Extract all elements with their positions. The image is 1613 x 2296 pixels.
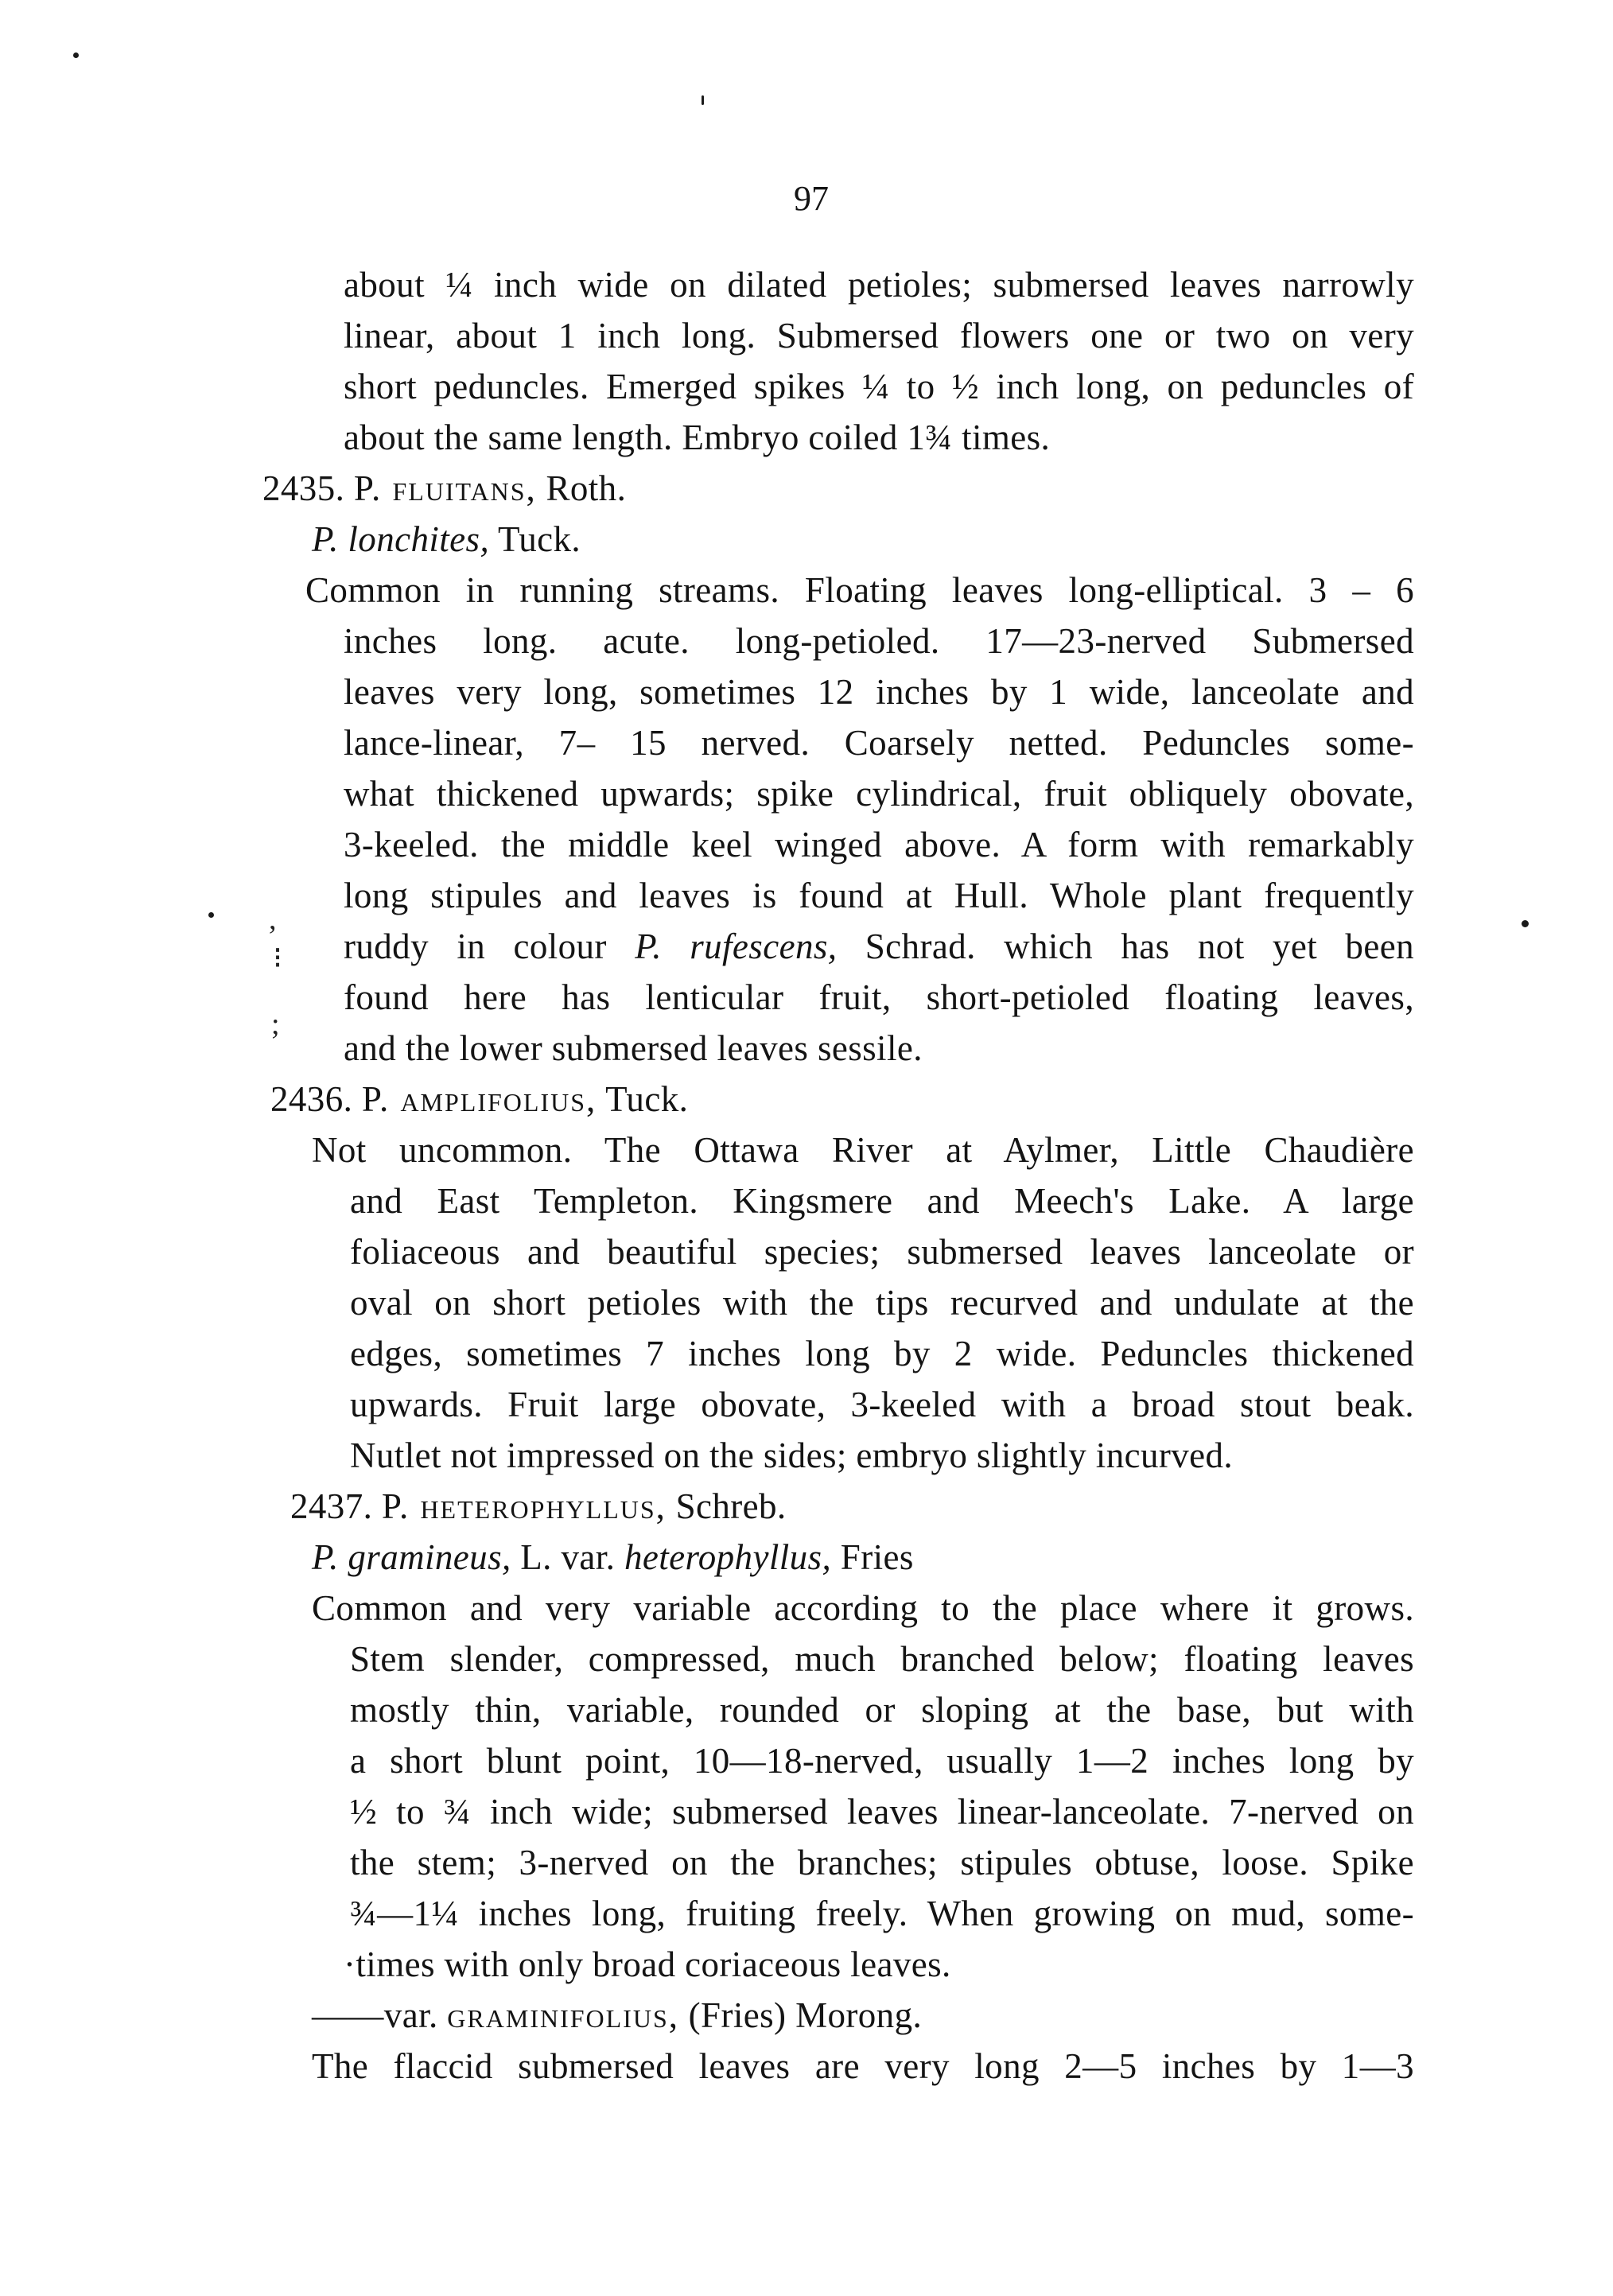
synonym-author: Tuck. — [497, 519, 581, 559]
synonym-author: Fries — [840, 1537, 914, 1577]
text-line: oval on short petioles with the tips recurved and undulate at the — [350, 1283, 1414, 1323]
margin-mark: ; — [271, 1008, 280, 1041]
species-number: 2436. — [270, 1079, 353, 1119]
text-line: Stem slender, compressed, much branched below; floating leaves — [350, 1639, 1414, 1679]
text-line: ¾—1¼ inches long, fruiting freely. When growing on mud, some- — [350, 1894, 1414, 1933]
species-number: 2435. — [262, 468, 345, 508]
text-line: Common and very variable according to the place where it grows. — [312, 1588, 1414, 1628]
margin-mark: ⁝ — [273, 942, 283, 975]
text-line: leaves very long, sometimes 12 inches by 1 wide, lanceolate and — [344, 672, 1414, 712]
species-name: P. heterophyllus, — [381, 1486, 667, 1526]
variety-name: graminifolius, — [447, 1995, 679, 2035]
species-name: P. amplifolius, — [361, 1079, 597, 1119]
species-heading — [290, 1484, 787, 1529]
text-line: long stipules and leaves is found at Hull. Whole plant frequently — [344, 876, 1414, 915]
species-author: Roth. — [546, 468, 627, 508]
text-line: about the same length. Embryo coiled 1¾ times. — [344, 418, 1051, 457]
text-line: inches long. acute. long-petioled. 17—23-nerved Submersed — [344, 621, 1414, 661]
species-number: 2437. — [290, 1486, 373, 1526]
synonym-line — [312, 517, 581, 561]
synonym-line: P. gramineus, L. var. heterophyllus, Fries — [312, 1537, 914, 1577]
text-line: linear, about 1 inch long. Submersed flowers one or two on very — [344, 316, 1414, 355]
variety-heading: ——var. graminifolius, (Fries) Morong. — [312, 1995, 923, 2035]
text-line: foliaceous and beautiful species; submersed leaves lanceolate or — [350, 1232, 1414, 1272]
synonym-name: heterophyllus, — [624, 1537, 832, 1577]
species-name: P. fluitans, — [353, 468, 537, 508]
scan-speck — [208, 912, 214, 918]
species-heading — [262, 466, 626, 511]
text-line: upwards. Fruit large obovate, 3-keeled with a broad stout beak. — [350, 1385, 1414, 1424]
text-line: found here has lenticular fruit, short-petioled floating leaves, — [344, 977, 1414, 1017]
text-line: edges, sometimes 7 inches long by 2 wide. Peduncles thickened — [350, 1334, 1414, 1373]
text-line: ruddy in colour P. rufescens, Schrad. which has not yet been — [344, 927, 1414, 966]
text-line: short peduncles. Emerged spikes ¼ to ½ inch long, on peduncles of — [344, 367, 1414, 406]
text-line: lance-linear, 7– 15 nerved. Coarsely netted. Peduncles some- — [344, 723, 1414, 763]
text-line: 3-keeled. the middle keel winged above. A form with remarkably — [344, 825, 1414, 864]
scan-speck — [73, 52, 79, 58]
text-line: and East Templeton. Kingsmere and Meech's Lake. A large — [350, 1181, 1414, 1221]
species-author: Tuck. — [605, 1079, 689, 1119]
page-number: 97 — [794, 179, 829, 218]
text-line: and the lower submersed leaves sessile. — [344, 1028, 923, 1068]
species-heading — [270, 1077, 688, 1121]
text-line: The flaccid submersed leaves are very long 2—5 inches by 1—3 — [312, 2046, 1414, 2086]
text-line: ½ to ¾ inch wide; submersed leaves linear-lanceolate. 7-nerved on — [350, 1792, 1414, 1832]
text-line: what thickened upwards; spike cylindrical, fruit obliquely obovate, — [344, 774, 1414, 814]
scan-speck — [702, 95, 704, 105]
margin-mark: , — [269, 903, 277, 936]
text-line: mostly thin, variable, rounded or sloping at the base, but with — [350, 1690, 1414, 1730]
text-line: the stem; 3-nerved on the branches; stipules obtuse, loose. Spike — [350, 1843, 1414, 1882]
variety-author: (Fries) Morong. — [688, 1995, 923, 2035]
text-line: Nutlet not impressed on the sides; embryo slightly incurved. — [350, 1435, 1234, 1475]
synonym-name: P. gramineus, — [312, 1537, 511, 1577]
text-line: about ¼ inch wide on dilated petioles; submersed leaves narrowly — [344, 265, 1414, 305]
synonym-name: P. rufescens, — [635, 927, 838, 966]
text-line: Common in running streams. Floating leaves long-elliptical. 3 – 6 — [305, 570, 1414, 610]
text-line: Not uncommon. The Ottawa River at Aylmer, Little Chaudière — [312, 1130, 1414, 1170]
text-line: a short blunt point, 10—18-nerved, usually 1—2 inches long by — [350, 1741, 1414, 1781]
synonym-name: P. lonchites, — [312, 519, 490, 559]
scan-speck — [1522, 920, 1529, 927]
text-line: ·times with only broad coriaceous leaves. — [344, 1944, 951, 1984]
species-author: Schreb. — [675, 1486, 787, 1526]
